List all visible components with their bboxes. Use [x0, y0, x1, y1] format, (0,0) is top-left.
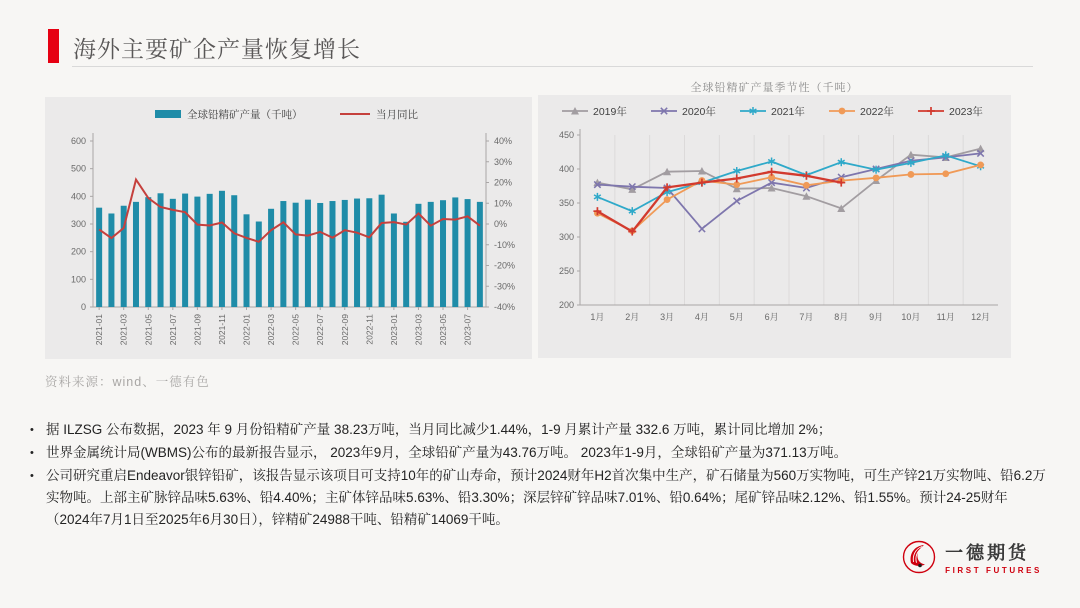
svg-text:200: 200 — [558, 300, 574, 310]
svg-text:400: 400 — [558, 164, 574, 174]
svg-text:2月: 2月 — [625, 312, 640, 322]
svg-text:350: 350 — [558, 198, 574, 208]
bullet-list — [30, 419, 1050, 532]
logo-text-en: FIRST FUTURES — [945, 566, 1042, 575]
svg-text:2022-03: 2022-03 — [266, 314, 277, 346]
title-divider — [72, 66, 1033, 67]
svg-text:0%: 0% — [494, 219, 508, 229]
svg-text:500: 500 — [70, 163, 86, 174]
svg-text:2022年: 2022年 — [860, 106, 894, 118]
svg-text:全球铅精矿产量（千吨）: 全球铅精矿产量（千吨） — [187, 109, 303, 121]
svg-text:2023-07: 2023-07 — [462, 314, 473, 346]
svg-text:0: 0 — [80, 302, 86, 312]
svg-text:2022-09: 2022-09 — [339, 314, 350, 346]
svg-text:9月: 9月 — [869, 312, 884, 322]
svg-text:2021-05: 2021-05 — [143, 314, 154, 346]
bullet-item — [30, 419, 1050, 441]
svg-text:12月: 12月 — [971, 312, 991, 322]
svg-text:1月: 1月 — [590, 312, 605, 322]
svg-text:30%: 30% — [494, 156, 513, 167]
title-accent-bar — [48, 29, 59, 63]
svg-text:-40%: -40% — [494, 302, 516, 312]
svg-text:2023年: 2023年 — [949, 106, 983, 118]
svg-text:2021-09: 2021-09 — [192, 314, 203, 346]
company-logo — [900, 538, 1042, 576]
svg-text:200: 200 — [70, 246, 86, 257]
bullet-dot-icon: • — [30, 424, 34, 436]
svg-text:当月同比: 当月同比 — [376, 109, 418, 121]
svg-text:2021-03: 2021-03 — [118, 314, 129, 346]
svg-text:600: 600 — [70, 136, 86, 146]
lead-production-chart — [45, 97, 532, 359]
svg-text:10月: 10月 — [901, 312, 921, 322]
svg-text:100: 100 — [70, 274, 86, 285]
svg-text:4月: 4月 — [694, 312, 709, 322]
bullet-dot-icon: • — [30, 447, 34, 459]
svg-text:2023-03: 2023-03 — [413, 314, 424, 346]
svg-text:5月: 5月 — [729, 312, 744, 322]
svg-text:300: 300 — [558, 232, 574, 242]
svg-text:6月: 6月 — [764, 312, 779, 322]
svg-text:7月: 7月 — [799, 312, 814, 322]
svg-text:40%: 40% — [494, 136, 513, 146]
svg-text:10%: 10% — [494, 198, 513, 209]
svg-text:300: 300 — [70, 219, 86, 229]
bullet-item — [30, 465, 1050, 531]
svg-text:2021-07: 2021-07 — [167, 314, 178, 346]
bullet-item — [30, 442, 1050, 464]
svg-text:2019年: 2019年 — [593, 106, 627, 118]
svg-text:8月: 8月 — [834, 312, 849, 322]
page-title: 海外主要矿企产量恢复增长 — [73, 36, 361, 62]
svg-text:11月: 11月 — [936, 312, 955, 322]
svg-text:20%: 20% — [494, 177, 513, 188]
svg-text:2022-05: 2022-05 — [290, 314, 301, 346]
logo-shell-icon — [900, 538, 938, 576]
bullet-text: 公司研究重启Endeavor银锌铅矿，该报告显示该项目可支持10年的矿山寿命，预计2024财年H2首次集中生产，矿石储量为560万实物吨，可生产锌21万实物吨、铅6.2万实物吨。上部主矿脉锌品味5.63%、铅4.40%；主矿体锌品味5.63%、铅3.30%；深层锌矿锌品味7.01%、铅0.64%；尾矿锌品味2.12%、铅1.55%。预计24-25财年（2024年7月1日至2025年6月30日），锌精矿24988干吨、铅精矿14069干吨。 — [46, 468, 1046, 527]
svg-text:2023-01: 2023-01 — [388, 314, 399, 346]
source-note: 资料来源：wind、一德有色 — [45, 375, 210, 389]
svg-text:2021年: 2021年 — [771, 106, 805, 118]
svg-text:2020年: 2020年 — [682, 106, 716, 118]
svg-text:2022-01: 2022-01 — [241, 314, 252, 346]
bullet-dot-icon: • — [30, 470, 34, 482]
svg-text:-10%: -10% — [494, 239, 516, 250]
lead-production-chart-panel — [45, 97, 532, 359]
logo-text-cn: 一德期货 — [945, 543, 1030, 563]
svg-text:3月: 3月 — [660, 312, 675, 322]
bullet-text: 据 ILZSG 公布数据，2023 年 9 月份铅精矿产量 38.23万吨，当月同比减少1.44%，1-9 月累计产量 332.6 万吨，累计同比增加 2%； — [46, 422, 832, 437]
svg-text:400: 400 — [70, 191, 86, 202]
bullet-text: 世界金属统计局(WBMS)公布的最新报告显示， 2023年9月，全球铅矿产量为43.76万吨。 2023年1-9月，全球铅矿产量为371.13万吨。 — [46, 445, 848, 460]
svg-text:2021-01: 2021-01 — [94, 314, 105, 346]
svg-text:2022-07: 2022-07 — [315, 314, 326, 346]
svg-text:-20%: -20% — [494, 260, 516, 271]
svg-text:250: 250 — [558, 266, 574, 276]
svg-text:450: 450 — [558, 130, 574, 140]
svg-text:2023-05: 2023-05 — [438, 314, 448, 346]
svg-text:-30%: -30% — [494, 281, 516, 292]
seasonality-chart — [538, 95, 1011, 358]
svg-text:2022-11: 2022-11 — [364, 314, 375, 345]
svg-text:2021-11: 2021-11 — [217, 314, 227, 345]
seasonality-chart-panel — [538, 95, 1011, 358]
logo-text — [945, 539, 1042, 575]
seasonality-chart-title: 全球铅精矿产量季节性（千吨） — [690, 82, 859, 94]
